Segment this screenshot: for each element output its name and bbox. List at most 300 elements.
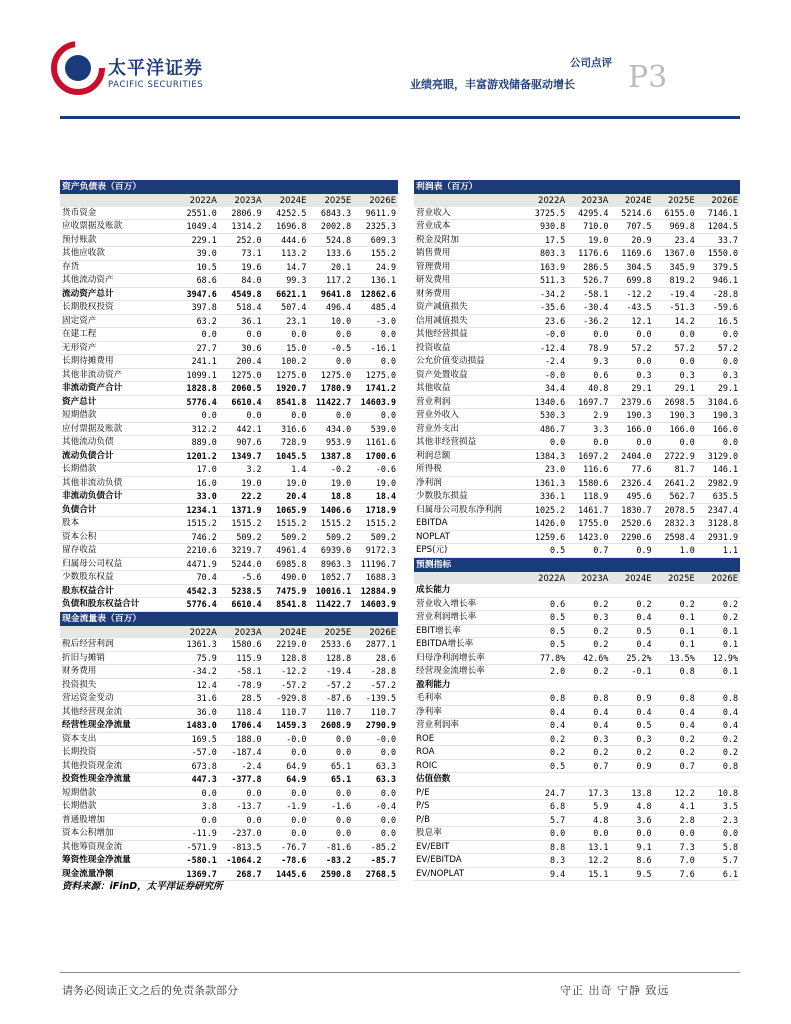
row-value: 0.0 — [353, 746, 398, 760]
row-value: 0.0 — [610, 436, 653, 450]
row-value: 1065.9 — [264, 503, 309, 517]
row-value: 2078.5 — [654, 503, 697, 517]
table-row — [414, 328, 740, 342]
row-value: -187.4 — [219, 746, 264, 760]
row-value: 2404.0 — [610, 449, 653, 463]
row-value: 27.7 — [174, 341, 219, 355]
row-value: 0.3 — [654, 368, 697, 382]
row-value: 1.1 — [697, 544, 740, 558]
row-value: 490.0 — [264, 571, 309, 585]
table-row — [414, 867, 740, 881]
row-value: 304.5 — [610, 260, 653, 274]
row-value: 1340.6 — [524, 395, 567, 409]
table-row — [60, 382, 398, 396]
row-label: 非流动负债合计 — [60, 490, 174, 504]
row-value: 0.0 — [308, 732, 353, 746]
row-value: 7475.9 — [264, 584, 309, 598]
row-label: 预付账款 — [60, 233, 174, 247]
row-value: 8.3 — [524, 854, 567, 868]
row-value: 0.1 — [697, 665, 740, 679]
row-value: 0.2 — [610, 597, 653, 611]
row-value: 2.0 — [524, 665, 567, 679]
row-value: 0.0 — [524, 436, 567, 450]
row-value: 3.8 — [174, 800, 219, 814]
row-label: ROA — [414, 746, 524, 760]
row-value: 0.0 — [219, 786, 264, 800]
row-value: 0.0 — [654, 827, 697, 841]
row-value: 0.4 — [567, 705, 610, 719]
row-label: 其他非经营损益 — [414, 436, 524, 450]
row-value: 746.2 — [174, 530, 219, 544]
column-header: 2023A — [219, 626, 264, 639]
row-value: 1259.6 — [524, 530, 567, 544]
row-value: 1515.2 — [308, 517, 353, 531]
row-value: 2.3 — [697, 813, 740, 827]
row-value: 1204.5 — [697, 220, 740, 234]
row-value: 268.7 — [219, 867, 264, 881]
report-title: 业绩亮眼，丰富游戏储备驱动增长 — [410, 78, 575, 91]
row-value: -51.3 — [654, 301, 697, 315]
row-label: 长期借款 — [60, 463, 174, 477]
column-header: 2026E — [353, 626, 398, 639]
row-value: 444.6 — [264, 233, 309, 247]
column-header: 2024E — [264, 194, 309, 207]
row-value: -34.2 — [524, 287, 567, 301]
table-row — [414, 732, 740, 746]
row-value: 11196.7 — [353, 557, 398, 571]
row-value: -83.2 — [308, 854, 353, 868]
table-row — [60, 395, 398, 409]
row-value: 77.6 — [610, 463, 653, 477]
row-value: 2520.6 — [610, 517, 653, 531]
row-label: EV/EBITDA — [414, 854, 524, 868]
row-value: 1176.6 — [567, 247, 610, 261]
row-value: 8.6 — [610, 854, 653, 868]
row-value: 1515.2 — [174, 517, 219, 531]
row-value: 70.4 — [174, 571, 219, 585]
row-value: 5.9 — [567, 800, 610, 814]
table-row — [414, 463, 740, 477]
row-value: 1580.6 — [219, 638, 264, 651]
row-value: 30.6 — [219, 341, 264, 355]
row-value: 116.6 — [567, 463, 610, 477]
row-value: 539.0 — [353, 422, 398, 436]
row-value: -1.6 — [308, 800, 353, 814]
table-row — [60, 678, 398, 692]
row-value — [697, 773, 740, 787]
row-value: 710.0 — [567, 220, 610, 234]
row-value: 4549.8 — [219, 287, 264, 301]
row-value: 1361.3 — [174, 638, 219, 651]
row-label: 净利润 — [414, 476, 524, 490]
row-value: 15.1 — [567, 867, 610, 881]
row-value: -76.7 — [264, 840, 309, 854]
row-value: 0.2 — [654, 746, 697, 760]
row-value: 507.4 — [264, 301, 309, 315]
row-value: 155.2 — [353, 247, 398, 261]
row-label: 资产减值损失 — [414, 301, 524, 315]
row-value: 5238.5 — [219, 584, 264, 598]
row-value: 1275.0 — [264, 368, 309, 382]
table-row — [414, 746, 740, 760]
company-name-cn: 太平洋证券 — [108, 58, 203, 79]
row-value: 6155.0 — [654, 207, 697, 220]
row-value: 0.3 — [567, 732, 610, 746]
row-label: P/B — [414, 813, 524, 827]
row-value: 0.0 — [264, 786, 309, 800]
row-label: 财务费用 — [60, 665, 174, 679]
row-value: -58.1 — [567, 287, 610, 301]
section-title: 利润表（百万） — [414, 180, 740, 194]
row-value: 0.0 — [697, 827, 740, 841]
row-label: 留存收益 — [60, 544, 174, 558]
row-value: 110.7 — [308, 705, 353, 719]
row-value: 2722.9 — [654, 449, 697, 463]
table-row — [414, 274, 740, 288]
row-value: 728.9 — [264, 436, 309, 450]
row-value: 110.7 — [264, 705, 309, 719]
row-value: 19.0 — [567, 233, 610, 247]
row-value: 78.9 — [567, 341, 610, 355]
row-value: 9.1 — [610, 840, 653, 854]
table-row — [414, 530, 740, 544]
table-row — [414, 651, 740, 665]
row-value: 2806.9 — [219, 207, 264, 220]
row-label: P/E — [414, 786, 524, 800]
column-header: 2024E — [264, 626, 309, 639]
table-row — [414, 341, 740, 355]
row-label: 利润总额 — [414, 449, 524, 463]
row-value: 0.0 — [308, 786, 353, 800]
row-value: 57.2 — [654, 341, 697, 355]
row-value: 0.9 — [610, 759, 653, 773]
row-value: 68.6 — [174, 274, 219, 288]
row-label: 信用减值损失 — [414, 314, 524, 328]
row-value: 0.3 — [697, 368, 740, 382]
row-value: 0.5 — [524, 544, 567, 558]
row-value: 0.0 — [610, 328, 653, 342]
row-value: 0.0 — [219, 409, 264, 423]
row-value: 0.2 — [524, 746, 567, 760]
row-value: 1550.0 — [697, 247, 740, 261]
row-value: 609.3 — [353, 233, 398, 247]
row-label: 营业利润增长率 — [414, 611, 524, 625]
column-header-blank — [414, 572, 524, 585]
right-panel — [414, 180, 740, 881]
row-value: 1161.6 — [353, 436, 398, 450]
row-value: 19.0 — [308, 476, 353, 490]
table-row — [60, 571, 398, 585]
row-label: 长期借款 — [60, 800, 174, 814]
row-value: 4252.5 — [264, 207, 309, 220]
column-header-row — [414, 194, 740, 207]
row-value: -12.2 — [264, 665, 309, 679]
row-value: 169.5 — [174, 732, 219, 746]
row-label: 长期投资 — [60, 746, 174, 760]
row-value: 7.6 — [654, 867, 697, 881]
row-value: 0.2 — [697, 611, 740, 625]
table-row — [414, 233, 740, 247]
row-value: 0.1 — [697, 638, 740, 652]
row-value: -0.0 — [524, 328, 567, 342]
row-value: -36.2 — [567, 314, 610, 328]
row-value: 14.7 — [264, 260, 309, 274]
row-value: 0.0 — [353, 827, 398, 841]
row-value: 0.2 — [567, 597, 610, 611]
row-value: 907.6 — [219, 436, 264, 450]
row-value: 63.2 — [174, 314, 219, 328]
row-value: 0.7 — [567, 759, 610, 773]
column-header-row — [414, 572, 740, 585]
row-value: 2608.9 — [308, 719, 353, 733]
row-value: 434.0 — [308, 422, 353, 436]
row-value: 0.2 — [610, 746, 653, 760]
table-row — [60, 260, 398, 274]
row-label: 资本公积增加 — [60, 827, 174, 841]
row-label: 销售费用 — [414, 247, 524, 261]
row-value: 190.3 — [697, 409, 740, 423]
row-value: -0.0 — [353, 732, 398, 746]
row-value: 2290.6 — [610, 530, 653, 544]
row-value: 63.3 — [353, 759, 398, 773]
row-value: 0.0 — [174, 328, 219, 342]
row-value: 0.0 — [654, 355, 697, 369]
row-value: 16.0 — [174, 476, 219, 490]
row-value: 0.0 — [308, 355, 353, 369]
row-value: 99.3 — [264, 274, 309, 288]
row-value: 1275.0 — [308, 368, 353, 382]
row-value: 0.4 — [697, 705, 740, 719]
table-row — [414, 638, 740, 652]
row-value: 0.0 — [353, 355, 398, 369]
row-value: 166.0 — [654, 422, 697, 436]
row-value: 8.8 — [524, 840, 567, 854]
row-label: 资产处置收益 — [414, 368, 524, 382]
row-value: 2.9 — [567, 409, 610, 423]
row-value: 7146.1 — [697, 207, 740, 220]
row-value: 0.4 — [524, 719, 567, 733]
row-value: 136.1 — [353, 274, 398, 288]
row-value: 117.2 — [308, 274, 353, 288]
row-value: 1697.2 — [567, 449, 610, 463]
row-label: 其他经营损益 — [414, 328, 524, 342]
row-value: 110.7 — [353, 705, 398, 719]
row-value: 0.0 — [697, 436, 740, 450]
row-value: 2877.1 — [353, 638, 398, 651]
row-value: -0.0 — [264, 732, 309, 746]
row-value: 64.9 — [264, 759, 309, 773]
row-value: 40.8 — [567, 382, 610, 396]
row-label: 少数股东权益 — [60, 571, 174, 585]
row-value: 190.3 — [654, 409, 697, 423]
row-value: 63.3 — [353, 773, 398, 787]
row-value: 10.8 — [697, 786, 740, 800]
row-value: 0.8 — [524, 692, 567, 706]
row-value: 0.0 — [353, 409, 398, 423]
table-row — [414, 854, 740, 868]
row-value: 2931.9 — [697, 530, 740, 544]
row-value: 485.4 — [353, 301, 398, 315]
row-value: 946.1 — [697, 274, 740, 288]
row-value: 0.0 — [567, 436, 610, 450]
table-row — [60, 476, 398, 490]
row-value — [610, 678, 653, 692]
left-panel — [60, 180, 398, 881]
table-row — [414, 314, 740, 328]
row-value: 1045.5 — [264, 449, 309, 463]
row-label: 其他经营现金流 — [60, 705, 174, 719]
row-value: 0.0 — [174, 786, 219, 800]
company-logo — [50, 40, 225, 100]
row-value: 6610.4 — [219, 598, 264, 612]
section-title: 现金流量表（百万） — [60, 612, 398, 626]
table-row — [414, 449, 740, 463]
table-row — [60, 827, 398, 841]
row-value — [567, 773, 610, 787]
row-value: 2590.8 — [308, 867, 353, 881]
row-value: 1515.2 — [219, 517, 264, 531]
row-value: 1515.2 — [264, 517, 309, 531]
row-label: 无形资产 — [60, 341, 174, 355]
row-value: 0.0 — [610, 827, 653, 841]
row-label: 估值倍数 — [414, 773, 524, 787]
row-value: 19.0 — [264, 476, 309, 490]
column-header: 2022A — [524, 572, 567, 585]
table-row — [60, 287, 398, 301]
row-value: 1169.6 — [610, 247, 653, 261]
row-label: 资产总计 — [60, 395, 174, 409]
row-value: 190.3 — [610, 409, 653, 423]
column-header: 2024E — [610, 194, 653, 207]
table-row — [414, 759, 740, 773]
row-value: -1064.2 — [219, 854, 264, 868]
row-value: 13.8 — [610, 786, 653, 800]
table-row — [60, 584, 398, 598]
row-value: 1349.7 — [219, 449, 264, 463]
row-label: 投资性现金净流量 — [60, 773, 174, 787]
row-value — [697, 678, 740, 692]
row-value: 397.8 — [174, 301, 219, 315]
row-value: 0.8 — [654, 692, 697, 706]
column-header: 2026E — [353, 194, 398, 207]
table-row — [60, 813, 398, 827]
row-value: 163.9 — [524, 260, 567, 274]
row-value: 0.1 — [654, 638, 697, 652]
row-value: 0.2 — [567, 624, 610, 638]
row-value: 0.4 — [654, 705, 697, 719]
row-value: 509.2 — [308, 530, 353, 544]
row-value: 2326.4 — [610, 476, 653, 490]
column-header: 2025E — [654, 572, 697, 585]
row-value: 524.8 — [308, 233, 353, 247]
row-value: 33.7 — [697, 233, 740, 247]
row-value: 14.2 — [654, 314, 697, 328]
section-header — [60, 612, 398, 626]
table-row — [60, 409, 398, 423]
row-value: 13.5% — [654, 651, 697, 665]
row-value: -5.6 — [219, 571, 264, 585]
row-value: 1423.0 — [567, 530, 610, 544]
table-row — [60, 355, 398, 369]
page-number: P3 — [628, 60, 668, 95]
row-value: 1706.4 — [219, 719, 264, 733]
table-row — [60, 490, 398, 504]
row-value: 635.5 — [697, 490, 740, 504]
row-value: 115.9 — [219, 651, 264, 665]
row-value: 57.2 — [610, 341, 653, 355]
row-value: 12.4 — [174, 678, 219, 692]
row-value: 0.0 — [308, 328, 353, 342]
row-value: -11.9 — [174, 827, 219, 841]
row-value: 65.1 — [308, 773, 353, 787]
table-row — [60, 651, 398, 665]
row-value: -12.4 — [524, 341, 567, 355]
row-value: 188.0 — [219, 732, 264, 746]
row-value: 252.0 — [219, 233, 264, 247]
row-value: 0.0 — [219, 328, 264, 342]
row-label: 短期借款 — [60, 786, 174, 800]
row-value: 12.9% — [697, 651, 740, 665]
row-value: 2379.6 — [610, 395, 653, 409]
row-value: 0.5 — [610, 719, 653, 733]
forecast-table — [414, 558, 740, 882]
row-value: 345.9 — [654, 260, 697, 274]
row-value: 100.2 — [264, 355, 309, 369]
row-value: 447.3 — [174, 773, 219, 787]
table-row — [60, 705, 398, 719]
row-value: 17.5 — [524, 233, 567, 247]
row-value — [697, 584, 740, 597]
row-value: 0.2 — [654, 732, 697, 746]
row-value: 2790.9 — [353, 719, 398, 733]
row-label: 负债合计 — [60, 503, 174, 517]
row-value: 23.1 — [264, 314, 309, 328]
row-label: 营业成本 — [414, 220, 524, 234]
row-label: 营业外支出 — [414, 422, 524, 436]
row-value: 4.8 — [610, 800, 653, 814]
row-label: 应收票据及账款 — [60, 220, 174, 234]
row-value: 1580.6 — [567, 476, 610, 490]
table-row — [414, 503, 740, 517]
row-value: 707.5 — [610, 220, 653, 234]
row-value: -1.9 — [264, 800, 309, 814]
row-value: 4295.4 — [567, 207, 610, 220]
row-value: 0.4 — [697, 719, 740, 733]
row-label: 经营性现金净流量 — [60, 719, 174, 733]
header-divider — [60, 116, 740, 119]
row-value: 1275.0 — [219, 368, 264, 382]
row-value: 0.0 — [697, 355, 740, 369]
table-row — [414, 422, 740, 436]
row-value: 3.5 — [697, 800, 740, 814]
table-row — [414, 692, 740, 706]
table-row — [60, 422, 398, 436]
row-value: 0.8 — [567, 692, 610, 706]
balance-sheet-table — [60, 180, 398, 612]
row-label: 营业利润 — [414, 395, 524, 409]
table-row — [414, 476, 740, 490]
row-value: 0.3 — [610, 732, 653, 746]
column-header: 2022A — [174, 194, 219, 207]
row-value: 3725.5 — [524, 207, 567, 220]
row-value: 0.5 — [610, 624, 653, 638]
row-value: 9.3 — [567, 355, 610, 369]
row-value: 7.0 — [654, 854, 697, 868]
row-value: 29.1 — [610, 382, 653, 396]
row-value: 0.2 — [567, 746, 610, 760]
row-value: -28.8 — [697, 287, 740, 301]
row-value: 1052.7 — [308, 571, 353, 585]
